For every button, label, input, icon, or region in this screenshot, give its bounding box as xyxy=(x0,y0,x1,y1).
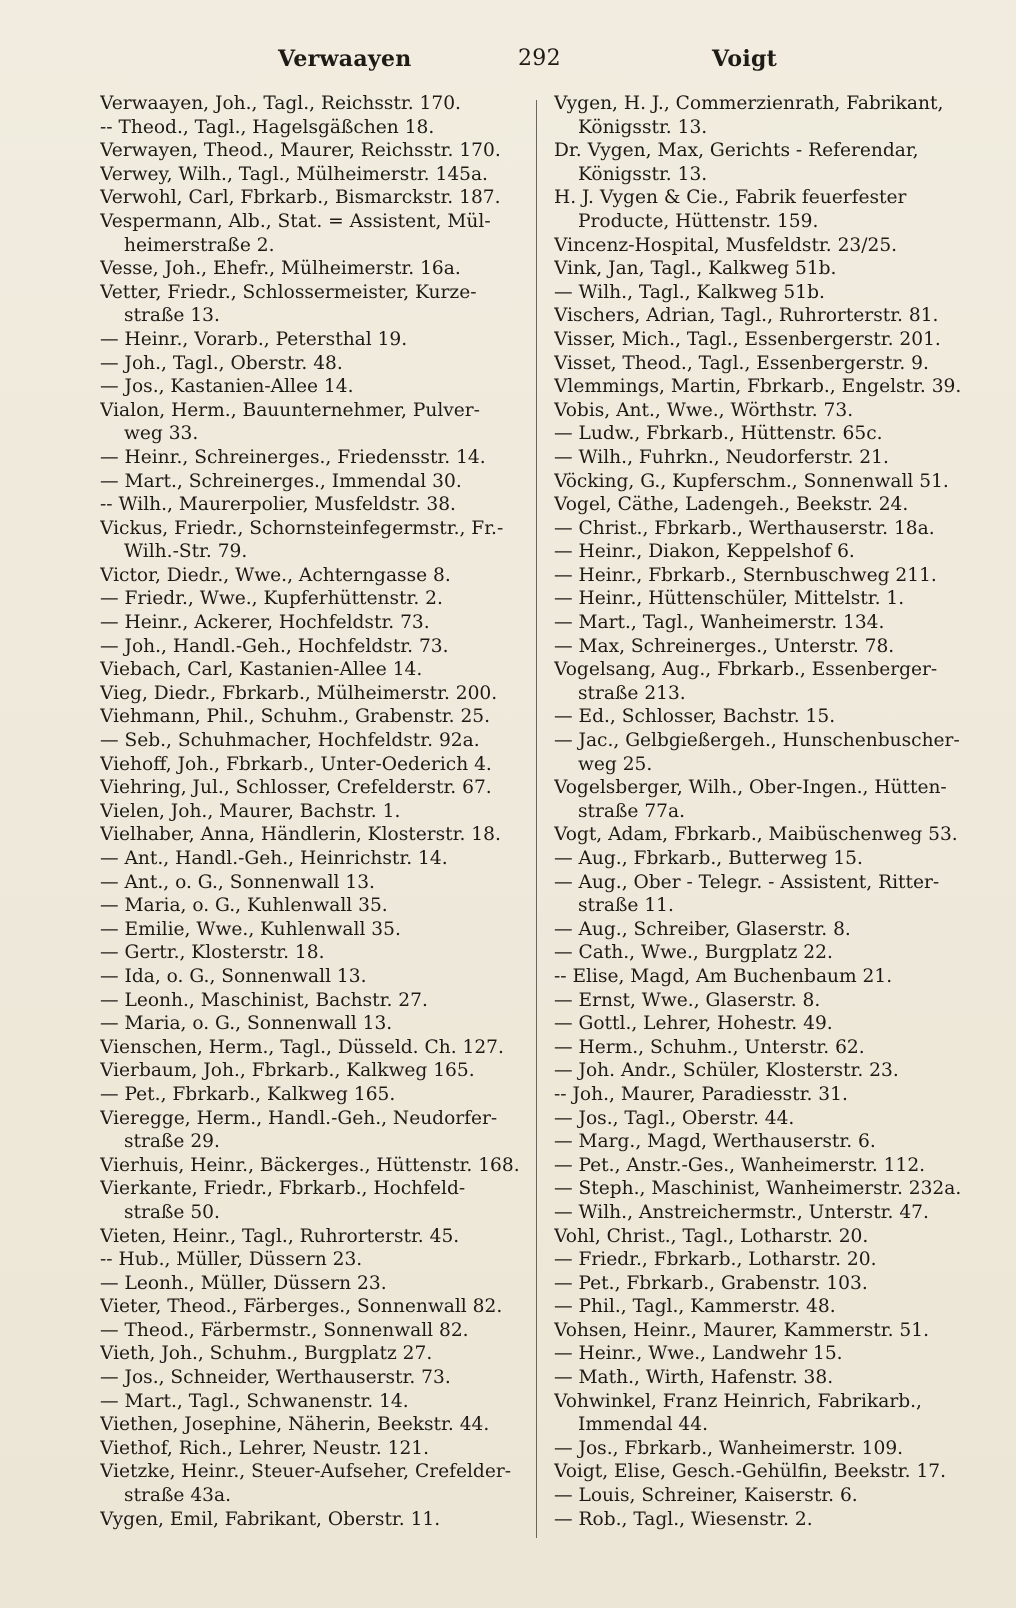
directory-entry-line: Viehring, Jul., Schlosser, Crefelderstr. 67. xyxy=(100,777,492,799)
directory-entry-line: — Aug., Schreiber, Glaserstr. 8. xyxy=(554,918,851,940)
directory-entry-line: — Gertr., Klosterstr. 18. xyxy=(100,942,325,964)
directory-entry-line: — Ed., Schlosser, Bachstr. 15. xyxy=(554,706,836,728)
directory-entry-line: — Wilh., Anstreichermstr., Unterstr. 47. xyxy=(554,1201,929,1223)
directory-entry-line: — Jos., Tagl., Oberstr. 44. xyxy=(554,1107,795,1129)
directory-entry-line: — Christ., Fbrkarb., Werthauserstr. 18a. xyxy=(554,517,935,539)
directory-entry-line: — Mart., Tagl., Schwanenstr. 14. xyxy=(100,1390,409,1412)
directory-entry-line: Vischers, Adrian, Tagl., Ruhrorterstr. 81. xyxy=(554,305,939,327)
directory-entry-line: -- Wilh., Maurerpolier, Musfeldstr. 38. xyxy=(100,494,456,516)
directory-entry-line: Vöcking, G., Kupferschm., Sonnenwall 51. xyxy=(554,470,949,492)
directory-entry-line: — Ant., Handl.-Geh., Heinrichstr. 14. xyxy=(100,848,448,869)
directory-entry-line: — Ludw., Fbrkarb., Hüttenstr. 65c. xyxy=(554,423,883,445)
directory-entry-line: Vogel, Cäthe, Ladengeh., Beekstr. 24. xyxy=(554,494,909,516)
directory-entry-line: Visset, Theod., Tagl., Essenbergerstr. 9. xyxy=(554,352,929,374)
directory-entry-line: Verwey, Wilh., Tagl., Mülheimerstr. 145a. xyxy=(100,163,488,185)
directory-entry-line: Vogt, Adam, Fbrkarb., Maibüschenweg 53. xyxy=(554,824,958,846)
directory-entry-line: Vieth, Joh., Schuhm., Burgplatz 27. xyxy=(100,1343,433,1365)
directory-entry-line: Vincenz-Hospital, Musfeldstr. 23/25. xyxy=(554,234,898,256)
directory-entry-line: Viehmann, Phil., Schuhm., Grabenstr. 25. xyxy=(100,706,491,728)
directory-entry-line: — Max, Schreinerges., Unterstr. 78. xyxy=(554,635,895,657)
directory-entry-line: Viehoff, Joh., Fbrkarb., Unter-Oederich 4. xyxy=(100,753,492,775)
directory-entry-line: Vygen, Emil, Fabrikant, Oberstr. 11. xyxy=(100,1508,441,1530)
directory-entry-line: Vielen, Joh., Maurer, Bachstr. 1. xyxy=(100,800,401,822)
directory-entry-line: H. J. Vygen & Cie., Fabrik feuerfester xyxy=(554,187,907,209)
directory-entry-line: Vogelsberger, Wilh., Ober-Ingen., Hütten- xyxy=(554,777,947,799)
page-header xyxy=(100,46,960,76)
directory-entry-line: Vierbaum, Joh., Fbrkarb., Kalkweg 165. xyxy=(100,1060,475,1082)
directory-entry-line: Vohwinkel, Franz Heinrich, Fabrikarb., xyxy=(554,1390,922,1412)
directory-entry-line: — Maria, o. G., Kuhlenwall 35. xyxy=(100,895,388,917)
directory-entry-line: — Math., Wirth, Hafenstr. 38. xyxy=(554,1367,834,1389)
directory-entry-line: — Cath., Wwe., Burgplatz 22. xyxy=(554,942,833,964)
directory-entry-line: — Heinr., Diakon, Keppelshof 6. xyxy=(554,541,855,563)
directory-entry-line: — Heinr., Fbrkarb., Sternbuschweg 211. xyxy=(554,564,937,586)
directory-entry-line: Verwohl, Carl, Fbrkarb., Bismarckstr. 187. xyxy=(100,187,501,209)
directory-entry-line: Vetter, Friedr., Schlossermeister, Kurze- xyxy=(100,281,477,303)
directory-entry-line: Vieregge, Herm., Handl.-Geh., Neudorfer- xyxy=(100,1107,498,1129)
directory-entry-line: — Herm., Schuhm., Unterstr. 62. xyxy=(554,1036,865,1058)
directory-entry-line: — Gottl., Lehrer, Hohestr. 49. xyxy=(554,1013,833,1035)
directory-entry-line: Immendal 44. xyxy=(578,1414,709,1436)
header-right-guide-word: Voigt xyxy=(712,46,778,72)
directory-entry-line: — Heinr., Ackerer, Hochfeldstr. 73. xyxy=(100,612,430,634)
directory-entry-line: Königsstr. 13. xyxy=(578,163,708,185)
directory-entry-line: — Heinr., Vorarb., Petersthal 19. xyxy=(100,328,408,350)
directory-entry-line: — Leonh., Maschinist, Bachstr. 27. xyxy=(100,989,428,1011)
directory-entry-line: Vieg, Diedr., Fbrkarb., Mülheimerstr. 200. xyxy=(100,682,498,704)
directory-entry-line: Vogelsang, Aug., Fbrkarb., Essenberger- xyxy=(554,659,938,681)
directory-entry-line: Vieter, Theod., Färberges., Sonnenwall 82. xyxy=(100,1296,503,1318)
directory-entry-line: — Jos., Kastanien-Allee 14. xyxy=(100,376,354,398)
directory-entry-line: -- Elise, Magd, Am Buchenbaum 21. xyxy=(554,965,893,987)
directory-entry-line: straße 43a. xyxy=(124,1485,231,1507)
directory-entry-line: Vienschen, Herm., Tagl., Düsseld. Ch. 127. xyxy=(100,1036,504,1058)
directory-entry-line: — Pet., Fbrkarb., Grabenstr. 103. xyxy=(554,1272,868,1294)
directory-entry-line: -- Joh., Maurer, Paradiesstr. 31. xyxy=(554,1083,848,1105)
directory-entry-line: Vespermann, Alb., Stat. = Assistent, Mül- xyxy=(100,210,491,232)
directory-entry-line: — Jos., Fbrkarb., Wanheimerstr. 109. xyxy=(554,1437,904,1459)
directory-entry-line: — Joh., Handl.-Geh., Hochfeldstr. 73. xyxy=(100,635,449,657)
directory-entry-line: Vohl, Christ., Tagl., Lotharstr. 20. xyxy=(554,1225,869,1247)
page-number: 292 xyxy=(518,46,561,71)
directory-entry-line: Vohsen, Heinr., Maurer, Kammerstr. 51. xyxy=(554,1319,929,1341)
directory-entry-line: — Jac., Gelbgießergeh., Hunschenbuscher- xyxy=(554,730,960,752)
directory-entry-line: — Friedr., Fbrkarb., Lotharstr. 20. xyxy=(554,1249,877,1271)
directory-entry-line: — Ida, o. G., Sonnenwall 13. xyxy=(100,965,367,987)
directory-entry-line: straße 13. xyxy=(124,305,220,327)
directory-entry-line: Vierhuis, Heinr., Bäckerges., Hüttenstr. 168. xyxy=(100,1154,520,1176)
directory-entry-line: — Aug., Ober - Telegr. - Assistent, Ritter- xyxy=(554,871,940,893)
directory-entry-line: Vlemmings, Martin, Fbrkarb., Engelstr. 39. xyxy=(554,376,962,398)
directory-entry-line: — Mart., Schreinerges., Immendal 30. xyxy=(100,470,462,492)
directory-entry-line: Vierkante, Friedr., Fbrkarb., Hochfeld- xyxy=(100,1178,466,1200)
directory-entry-line: Producte, Hüttenstr. 159. xyxy=(578,210,819,232)
directory-entry-line: — Friedr., Wwe., Kupferhüttenstr. 2. xyxy=(100,588,443,610)
directory-entry-line: Königsstr. 13. xyxy=(578,116,708,138)
left-column xyxy=(100,92,530,1531)
directory-entry-line: — Seb., Schuhmacher, Hochfeldstr. 92a. xyxy=(100,730,480,752)
directory-entry-line: — Ant., o. G., Sonnenwall 13. xyxy=(100,871,375,893)
directory-entry-line: Viethen, Josephine, Näherin, Beekstr. 44. xyxy=(100,1414,490,1436)
header-left-guide-word: Verwaayen xyxy=(278,46,412,72)
column-divider xyxy=(536,100,537,1538)
directory-entry-line: — Maria, o. G., Sonnenwall 13. xyxy=(100,1013,393,1035)
directory-entry-line: Viebach, Carl, Kastanien-Allee 14. xyxy=(100,659,423,681)
directory-entry-line: -- Theod., Tagl., Hagelsgäßchen 18. xyxy=(100,116,435,138)
directory-entry-line: Vobis, Ant., Wwe., Wörthstr. 73. xyxy=(554,399,854,421)
directory-entry-line: weg 33. xyxy=(124,423,199,445)
directory-entry-line: Viethof, Rich., Lehrer, Neustr. 121. xyxy=(100,1437,430,1459)
directory-entry-line: — Heinr., Wwe., Landwehr 15. xyxy=(554,1343,843,1365)
directory-entry-line: — Pet., Anstr.-Ges., Wanheimerstr. 112. xyxy=(554,1154,926,1176)
directory-entry-line: Vialon, Herm., Bauunternehmer, Pulver- xyxy=(100,399,480,421)
directory-entry-line: heimerstraße 2. xyxy=(124,234,275,256)
directory-entry-line: Dr. Vygen, Max, Gerichts - Referendar, xyxy=(554,140,919,162)
directory-entry-line: Verwaayen, Joh., Tagl., Reichsstr. 170. xyxy=(100,93,461,114)
directory-entry-line: straße 77a. xyxy=(578,800,685,822)
directory-entry-line: — Pet., Fbrkarb., Kalkweg 165. xyxy=(100,1083,396,1105)
directory-entry-line: Wilh.-Str. 79. xyxy=(124,541,248,563)
directory-entry-line: — Marg., Magd, Werthauserstr. 6. xyxy=(554,1131,876,1153)
directory-entry-line: straße 29. xyxy=(124,1131,220,1153)
directory-entry-line: — Wilh., Fuhrkn., Neudorferstr. 21. xyxy=(554,446,889,468)
directory-entry-line: straße 11. xyxy=(578,895,674,917)
directory-entry-line: — Emilie, Wwe., Kuhlenwall 35. xyxy=(100,918,401,940)
directory-entry-line: weg 25. xyxy=(578,753,653,775)
directory-entry-line: — Heinr., Hüttenschüler, Mittelstr. 1. xyxy=(554,588,905,610)
directory-entry-line: straße 213. xyxy=(578,682,686,704)
directory-entry-line: Verwayen, Theod., Maurer, Reichsstr. 170. xyxy=(100,140,501,162)
directory-entry-line: — Mart., Tagl., Wanheimerstr. 134. xyxy=(554,612,885,634)
directory-entry-line: — Wilh., Tagl., Kalkweg 51b. xyxy=(554,281,825,303)
directory-entry-line: — Phil., Tagl., Kammerstr. 48. xyxy=(554,1296,836,1318)
directory-entry-line: Vygen, H. J., Commerzienrath, Fabrikant, xyxy=(554,93,944,114)
directory-entry-line: -- Hub., Müller, Düssern 23. xyxy=(100,1249,363,1271)
directory-entry-line: — Jos., Schneider, Werthauserstr. 73. xyxy=(100,1367,451,1389)
directory-entry-line: — Theod., Färbermstr., Sonnenwall 82. xyxy=(100,1319,469,1341)
directory-entry-line: — Ernst, Wwe., Glaserstr. 8. xyxy=(554,989,821,1011)
directory-entry-line: Vietzke, Heinr., Steuer-Aufseher, Crefelder- xyxy=(100,1461,511,1483)
directory-entry-line: Victor, Diedr., Wwe., Achterngasse 8. xyxy=(100,564,451,586)
directory-entry-line: straße 50. xyxy=(124,1201,220,1223)
directory-entry-line: — Joh., Tagl., Oberstr. 48. xyxy=(100,352,343,374)
directory-entry-line: Vesse, Joh., Ehefr., Mülheimerstr. 16a. xyxy=(100,258,461,280)
directory-entry-line: Voigt, Elise, Gesch.-Gehülfin, Beekstr. 17. xyxy=(554,1461,947,1483)
directory-entry-line: Vieten, Heinr., Tagl., Ruhrorterstr. 45. xyxy=(100,1225,460,1247)
right-column xyxy=(554,92,984,1531)
directory-entry-line: Vickus, Friedr., Schornsteinfegermstr., Fr.- xyxy=(100,517,504,539)
directory-entry-line: Vink, Jan, Tagl., Kalkweg 51b. xyxy=(554,258,837,280)
directory-entry-line: — Rob., Tagl., Wiesenstr. 2. xyxy=(554,1508,813,1530)
directory-entry-line: — Leonh., Müller, Düssern 23. xyxy=(100,1272,387,1294)
directory-entry-line: — Heinr., Schreinerges., Friedensstr. 14. xyxy=(100,446,486,468)
directory-entry-line: — Aug., Fbrkarb., Butterweg 15. xyxy=(554,848,863,869)
directory-entry-line: Vielhaber, Anna, Händlerin, Klosterstr. 18. xyxy=(100,824,501,846)
directory-entry-line: — Joh. Andr., Schüler, Klosterstr. 23. xyxy=(554,1060,899,1082)
directory-entry-line: Visser, Mich., Tagl., Essenbergerstr. 201. xyxy=(554,328,941,350)
directory-entry-line: — Louis, Schreiner, Kaiserstr. 6. xyxy=(554,1485,858,1507)
directory-entry-line: — Steph., Maschinist, Wanheimerstr. 232a. xyxy=(554,1178,962,1200)
